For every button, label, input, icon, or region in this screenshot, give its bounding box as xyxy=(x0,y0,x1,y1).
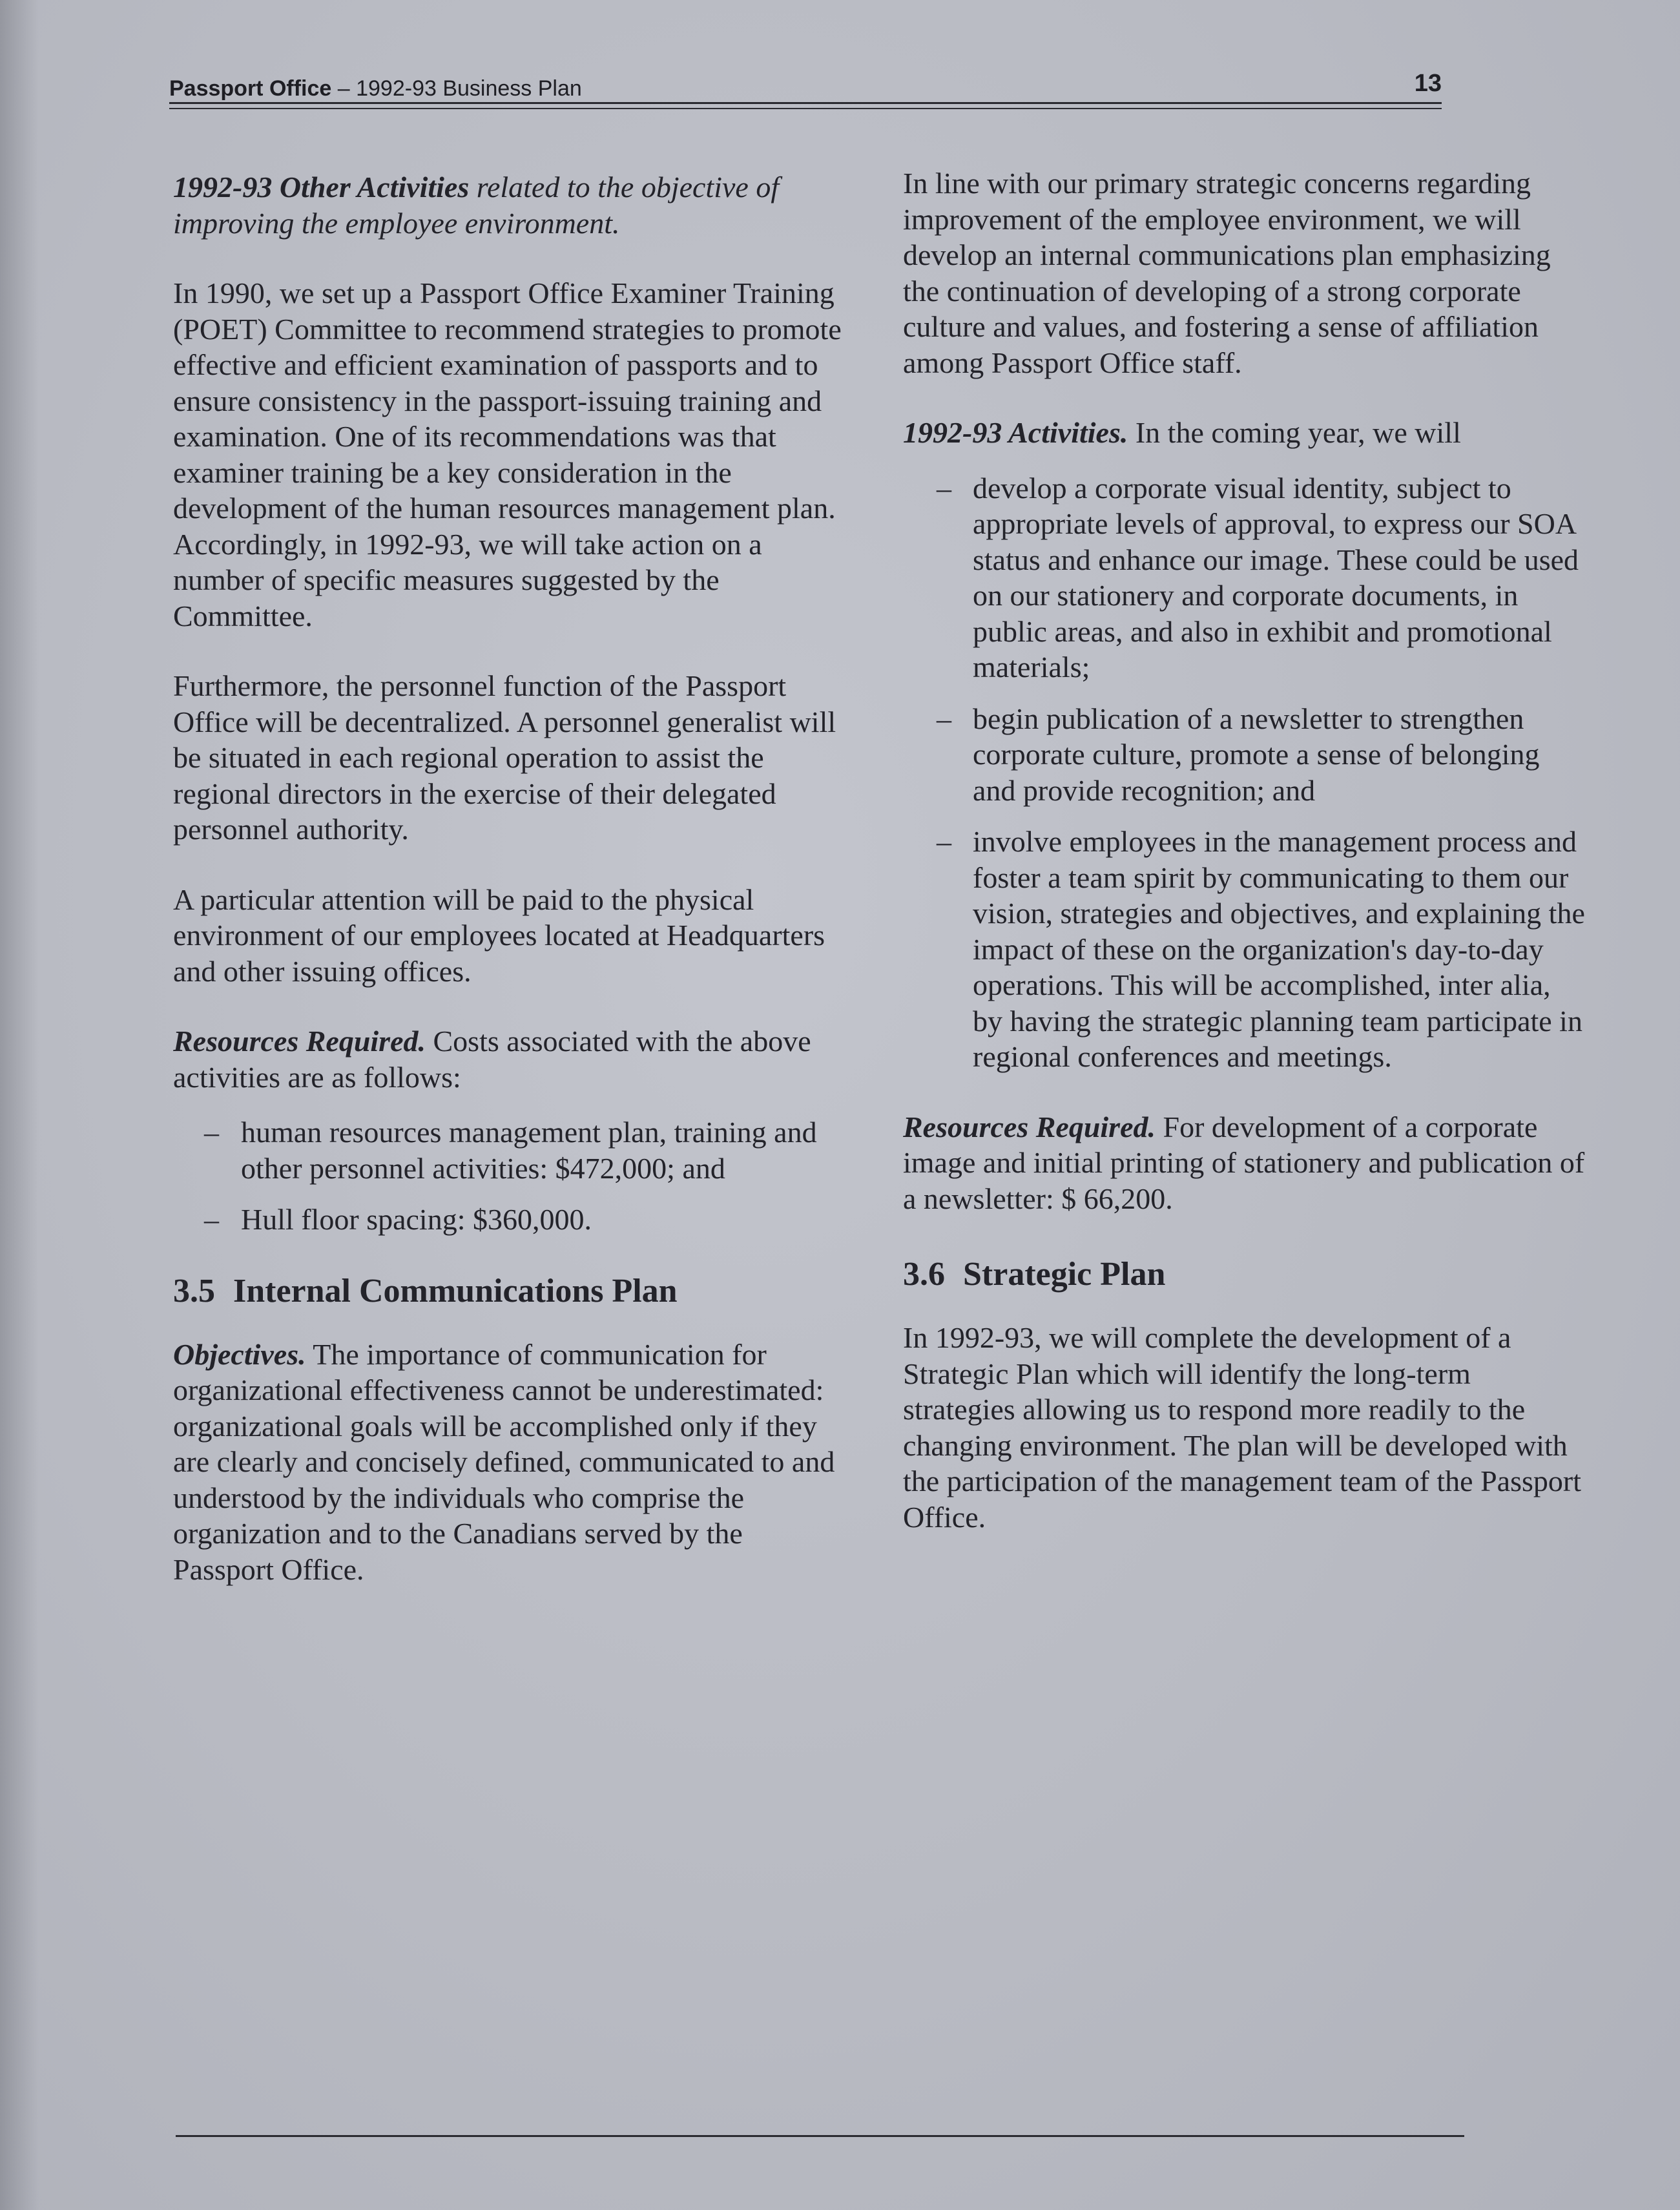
header-rule-secondary xyxy=(169,108,1442,109)
dash-bullet-icon: – xyxy=(204,1203,219,1236)
section-title: Strategic Plan xyxy=(963,1256,1166,1293)
strategic-plan-paragraph: In 1992-93, we will complete the development of a Strategic Plan which will identify the long-term strategies allowing us to respond more readily to the changing environment. The plan will be developed with the participation of the management team of the Passport Office. xyxy=(903,1321,1582,1534)
section-heading-3-5 xyxy=(173,1272,845,1311)
header-title-bold: Passport Office xyxy=(169,76,332,101)
header-title-rest: – 1992-93 Business Plan xyxy=(331,76,582,101)
dash-bullet-icon: – xyxy=(204,1116,219,1149)
list-item-text: develop a corporate visual identity, subject to appropriate levels of approval, to express our SOA status and enhance our image. These could be used on our stationery and corporate documents, in public areas, and also in exhibit and promotional materials; xyxy=(973,471,1579,683)
list-item xyxy=(903,701,1588,809)
list-item xyxy=(173,1114,845,1186)
intro-paragraph xyxy=(173,169,845,241)
list-item-text: human resources management plan, training and other personnel activities: $472,000; and xyxy=(241,1116,817,1185)
poet-paragraph: In 1990, we set up a Passport Office Examiner Training (POET) Committee to recommend strategies to promote effective and efficient examination of passports and to ensure consistency in the passport-issuing training and examination. One of its recommendations was that examiner training be a key consideration in the development of the human resources management plan. Accordingly, in 1992-93, we will take action on a number of specific measures suggested by the Committee. xyxy=(173,276,842,632)
section-heading-3-6 xyxy=(903,1255,1588,1294)
objectives-lead: Objectives. xyxy=(173,1337,306,1371)
list-item xyxy=(903,824,1588,1075)
activities-rest: In the coming year, we will xyxy=(1128,416,1461,449)
right-resources-paragraph xyxy=(903,1109,1588,1217)
environment-paragraph: A particular attention will be paid to the physical environment of our employees located at Headquarters and other issuing offices. xyxy=(173,882,825,988)
section-number: 3.5 xyxy=(173,1272,215,1309)
dash-bullet-icon: – xyxy=(937,471,951,505)
activities-lead: 1992-93 Activities. xyxy=(903,416,1128,449)
page-edge-shadow xyxy=(0,0,39,2210)
section-title: Internal Communications Plan xyxy=(233,1272,678,1309)
list-item-text: begin publication of a newsletter to strengthen corporate culture, promote a sense of belonging and provide recognition; and xyxy=(973,702,1540,807)
list-item xyxy=(903,470,1588,685)
activities-list xyxy=(903,470,1588,1075)
dash-bullet-icon: – xyxy=(937,702,951,735)
list-item-text: involve employees in the management process and foster a team spirit by communicating to them our vision, strategies and objectives, and explaining the impact of these on the organization's day-to-day operations. This will be accomplished, inter alia, by having the strategic planning team participate in regional conferences and meetings. xyxy=(973,825,1585,1073)
personnel-paragraph: Furthermore, the personnel function of the Passport Office will be decentralized. A personnel generalist will be situated in each regional operation to assist the regional directors in the exercise of their delegated personnel authority. xyxy=(173,669,836,846)
intro-lead: 1992-93 Other Activities xyxy=(173,171,470,203)
header-rule xyxy=(169,102,1442,104)
intro-rest: related to the objective of improving the employee environment. xyxy=(173,171,780,240)
objectives-rest: The importance of communication for organizational effectiveness cannot be underestimated: organizational goals will be accomplished only if they are clearly and concisely defined, communicated to and understood by the individuals who comprise the organization and to the Canadians served by the Passport Office. xyxy=(173,1337,835,1586)
section-number: 3.6 xyxy=(903,1256,945,1293)
header-title xyxy=(169,76,582,101)
list-item-text: Hull floor spacing: $360,000. xyxy=(241,1203,592,1236)
communications-paragraph: In line with our primary strategic concerns regarding improvement of the employee environment, we will develop an internal communications plan emphasizing the continuation of developing of a strong corporate culture and values, and fostering a sense of affiliation among Passport Office staff. xyxy=(903,167,1551,379)
activities-paragraph xyxy=(903,415,1588,451)
right-resources-lead: Resources Required. xyxy=(903,1110,1156,1143)
resources-lead: Resources Required. xyxy=(173,1025,426,1058)
left-column xyxy=(173,169,845,1621)
right-resources-rest: For development of a corporate image and initial printing of stationery and publication of a newsletter: $ 66,200. xyxy=(903,1110,1585,1215)
resources-rest: Costs associated with the above activities are as follows: xyxy=(173,1025,811,1094)
objectives-paragraph xyxy=(173,1337,845,1588)
resources-list xyxy=(173,1114,845,1238)
resources-paragraph xyxy=(173,1023,845,1095)
list-item xyxy=(173,1202,845,1238)
page-number: 13 xyxy=(1414,70,1442,97)
right-column xyxy=(903,165,1588,1569)
footer-rule xyxy=(176,2135,1464,2137)
dash-bullet-icon: – xyxy=(937,825,951,858)
